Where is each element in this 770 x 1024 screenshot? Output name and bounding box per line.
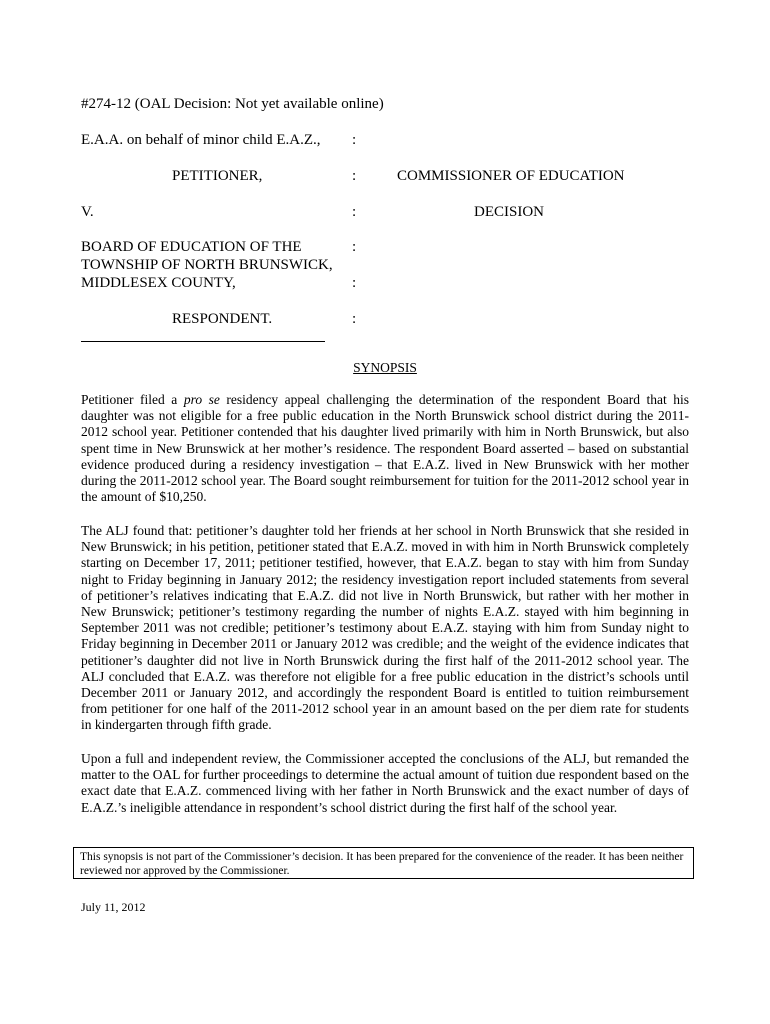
commissioner-label: COMMISSIONER OF EDUCATION [397,168,625,184]
document-date: July 11, 2012 [81,900,146,914]
caption-colon: : [352,275,357,291]
caption-colon: : [352,311,357,327]
pro-se-italic: pro se [183,392,220,407]
respondent-line-3: MIDDLESEX COUNTY, [81,275,236,291]
caption-colon: : [352,239,357,255]
synopsis-paragraph-3: Upon a full and independent review, the Commissioner accepted the conclusions of the ALJ, but remanded the matter to the OAL for further proceedings to determine the actual amount of tuition due respondent based on the exact date that E.A.Z. commenced living with her father in North Brunswick and the exact number of days of E.A.Z.’s ineligible attendance in respondent’s school district during the first half of the school year. [81,751,689,815]
para1-text-end: residency appeal challenging the determination of the respondent Board that his daughter was not eligible for a free public education in the North Brunswick school district during the 2011-2012 school year. Petitioner contended that his daughter lived primarily with him in North Brunswick, but also spent time in New Brunswick at her mother’s residence. The respondent Board asserted – based on substantial evidence produced during a residency investigation – that E.A.Z. lived in New Brunswick with her mother during the 2011-2012 school year. The Board sought reimbursement for tuition for the 2011-2012 school year in the amount of $10,250. [81,392,689,505]
respondent-line-1: BOARD OF EDUCATION OF THE [81,239,302,255]
respondent-line-2: TOWNSHIP OF NORTH BRUNSWICK, [81,257,333,273]
para1-text-start: Petitioner filed a [81,392,184,407]
caption-colon: : [352,132,357,148]
party-line: E.A.A. on behalf of minor child E.A.Z., [81,132,321,148]
respondent-label: RESPONDENT. [172,311,273,327]
synopsis-paragraph-1 [81,392,689,505]
synopsis-paragraph-2: The ALJ found that: petitioner’s daughter told her friends at her school in North Brunswick that she resided in New Brunswick; in his petition, petitioner stated that E.A.Z. moved in with him in North Brunswick completely starting on December 17, 2011; petitioner testified, however, that E.A.Z. began to stay with him from Sunday night to Friday beginning in January 2012; the residency investigation report included statements from several of petitioner’s relatives indicating that E.A.Z. did not live in North Brunswick, but rather with her mother in New Brunswick; petitioner’s testimony regarding the number of nights E.A.Z. stayed with him beginning in September 2011 was not credible; petitioner’s testimony about E.A.Z. staying with him from Sunday night to Friday beginning in December 2011 or January 2012 was credible; and the weight of the evidence indicates that petitioner’s daughter did not live in North Brunswick during the first half of the 2011-2012 school year. The ALJ concluded that E.A.Z. was therefore not eligible for a free public education in the district’s schools until December 2011 or January 2012, and accordingly the respondent Board is entitled to tuition reimbursement from petitioner for one half of the 2011-2012 school year in an amount based on the per diem rate for students in kindergarten through fifth grade. [81,523,689,733]
synopsis-notice-box: This synopsis is not part of the Commissioner’s decision. It has been prepared for the convenience of the reader. It has been neither reviewed nor approved by the Commissioner. [73,847,694,879]
petitioner-label: PETITIONER, [172,168,263,184]
caption-rule [81,341,325,342]
decision-label: DECISION [474,204,544,220]
docket-line: #274-12 (OAL Decision: Not yet available online) [81,96,384,112]
versus-label: V. [81,204,94,220]
caption-colon: : [352,168,357,184]
synopsis-heading: SYNOPSIS [353,360,417,375]
caption-colon: : [352,204,357,220]
